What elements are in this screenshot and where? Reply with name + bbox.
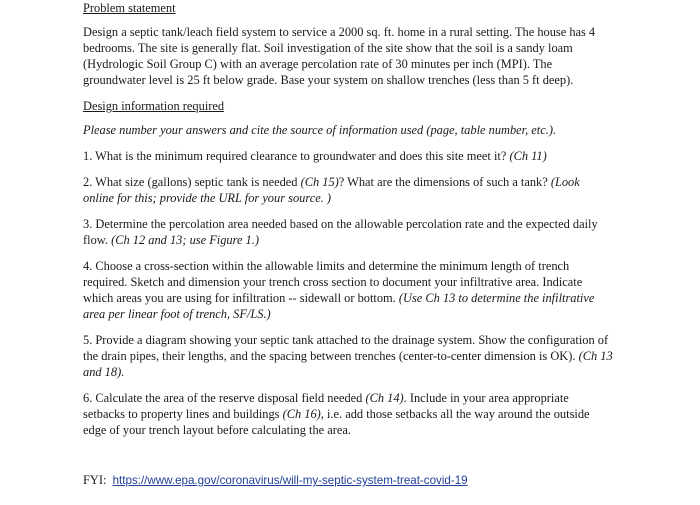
citation: (Look online for this; provide the URL for your source. ) [83,175,580,205]
instruction-text: Please number your answers and cite the source of information used (page, table number, etc.). [83,123,557,137]
citation: (Ch 12 and 13; use Figure 1.) [111,233,259,247]
citation: (Use Ch 13 to determine the infiltrative area per linear foot of trench, SF/LS.) [83,291,595,321]
citation: (Ch 16) [282,407,321,421]
problem-statement-heading: Problem statement [83,1,176,15]
question-1: 1. What is the minimum required clearance to groundwater and does this site meet it? (Ch 11) [83,149,547,163]
question-4: 4. Choose a cross-section within the allowable limits and determine the minimum length of trench required. Sketch and dimension your trench cross section to document your infiltrative area. Indicate which areas you are using for infiltration -- sidewall or bottom. (Use Ch 13 to determine the infiltrative area per linear foot of trench, SF/LS.) [83,259,595,321]
citation: (Ch 14) [365,391,404,405]
citation: (Ch 11) [509,149,547,163]
design-info-heading: Design information required [83,99,225,113]
question-6: 6. Calculate the area of the reserve disposal field needed (Ch 14). Include in your area appropriate setbacks to property lines and buildings (Ch 16), i.e. add those setbacks all the way around the outside edge of your trench layout before calculating the area. [83,391,590,437]
fyi-label: FYI: [83,473,113,487]
fyi-line [83,472,613,489]
question-2: 2. What size (gallons) septic tank is needed (Ch 15)? What are the dimensions of such a tank? (Look online for this; provide the URL for your source. ) [83,175,580,205]
question-5: 5. Provide a diagram showing your septic tank attached to the drainage system. Show the configuration of the drain pipes, their lengths, and the spacing between trenches (center-to-center dimension is OK). (Ch 13 and 18). [83,333,613,379]
citation: (Ch 15) [300,175,339,189]
problem-statement-paragraph: Design a septic tank/leach field system to service a 2000 sq. ft. home in a rural setting. The house has 4 bedrooms. The site is generally flat. Soil investigation of the site show that the soil is a sandy loam (Hydrologic Soil Group C) with an average percolation rate of 30 minutes per inch (MPI). The groundwater level is 25 ft below grade. Base your system on shallow trenches (less than 5 ft deep). [83,25,596,87]
document-page [83,0,613,489]
epa-covid-link[interactable]: https://www.epa.gov/coronavirus/will-my-septic-system-treat-covid-19 [112,474,468,487]
citation: (Ch 13 and 18). [83,349,613,379]
question-3: 3. Determine the percolation area needed based on the allowable percolation rate and the expected daily flow. (Ch 12 and 13; use Figure 1.) [83,217,598,247]
